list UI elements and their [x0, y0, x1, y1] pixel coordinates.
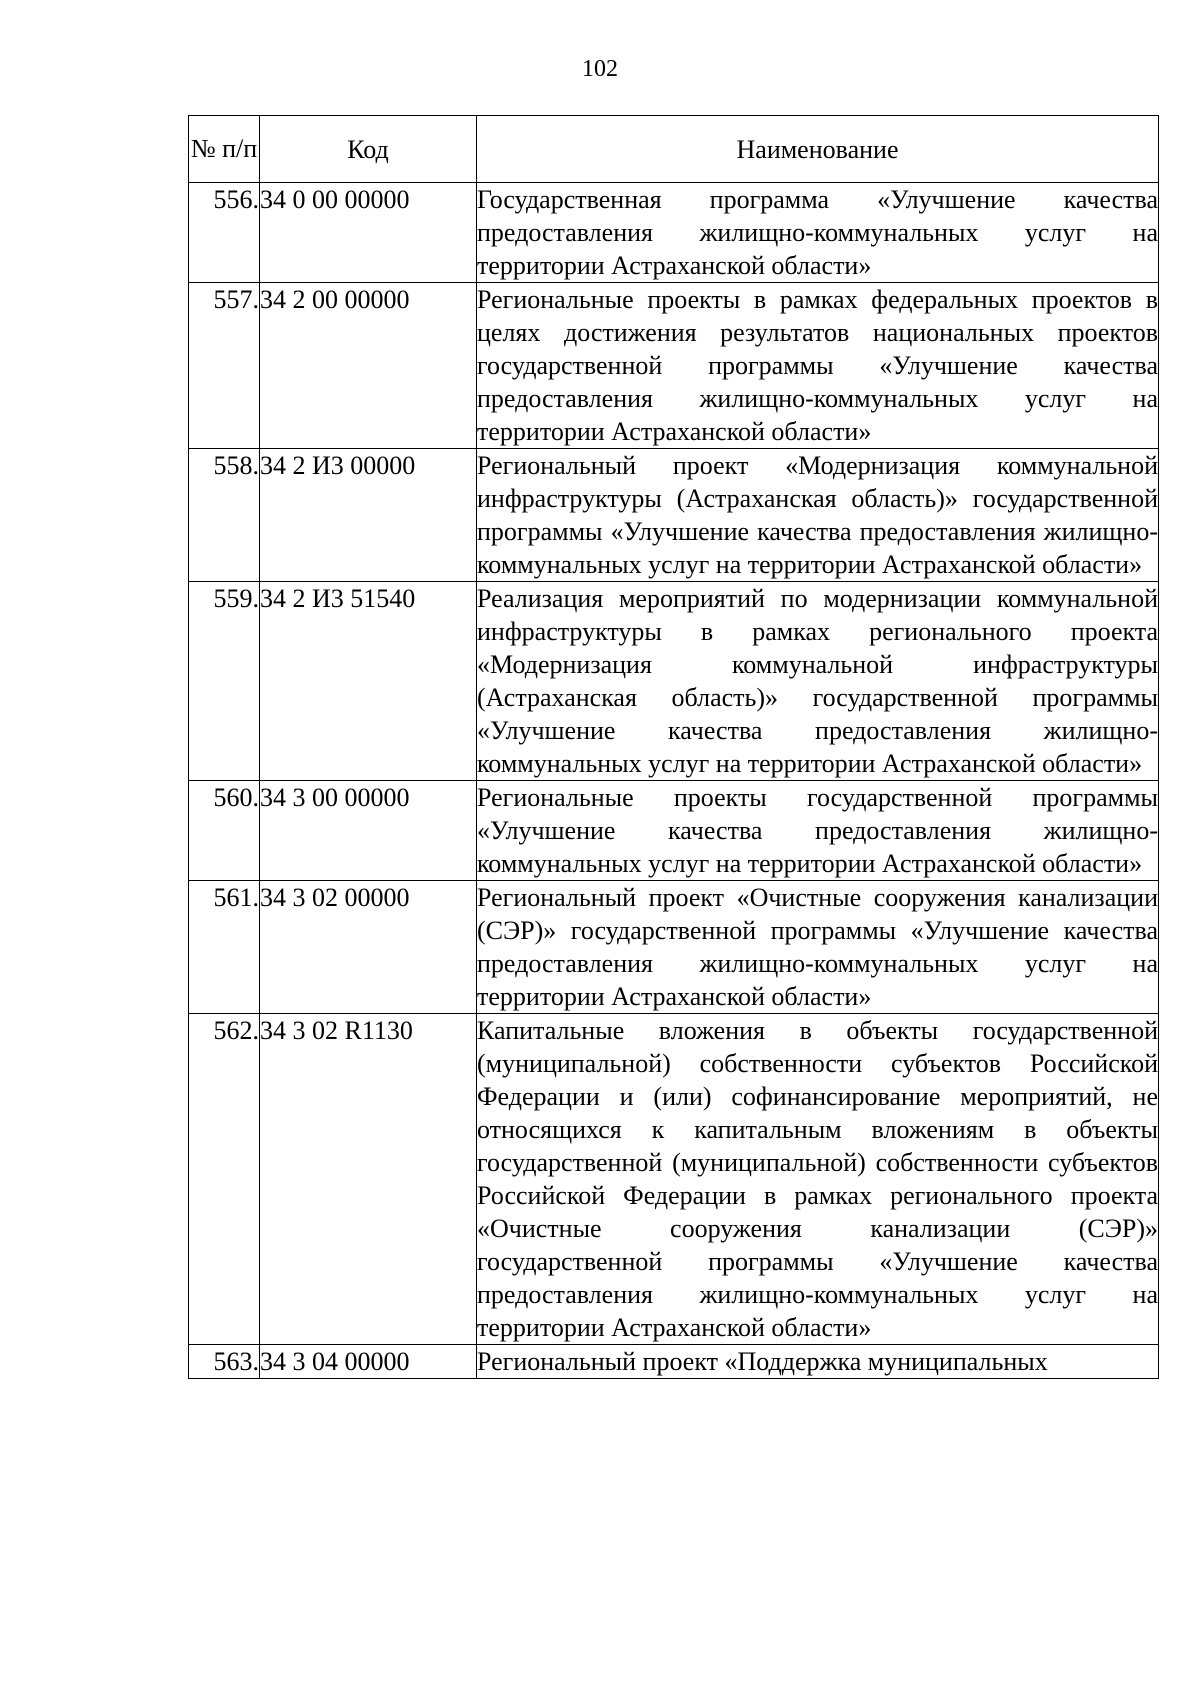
row-name: Региональный проект «Очистные сооружения канализации (СЭР)» государственной программы «Улучшение качества предоставления жилищно-коммунальных услуг на территории Астраханской области» — [477, 881, 1159, 1014]
table-row — [189, 449, 1159, 582]
table-body — [189, 183, 1159, 1379]
row-num: 561. — [189, 881, 260, 1014]
table-row — [189, 1014, 1159, 1345]
table-row — [189, 283, 1159, 449]
header-num: № п/п — [189, 116, 260, 183]
table-row — [189, 183, 1159, 283]
page-number: 102 — [582, 56, 618, 82]
row-code: 34 3 00 00000 — [260, 781, 477, 881]
row-num: 562. — [189, 1014, 260, 1345]
row-num: 559. — [189, 582, 260, 781]
row-code: 34 3 04 00000 — [260, 1345, 477, 1379]
row-code: 34 3 02 00000 — [260, 881, 477, 1014]
row-num: 557. — [189, 283, 260, 449]
row-name: Государственная программа «Улучшение качества предоставления жилищно-коммунальных услуг на территории Астраханской области» — [477, 183, 1159, 283]
row-name: Региональные проекты в рамках федеральных проектов в целях достижения результатов национальных проектов государственной программы «Улучшение качества предоставления жилищно-коммунальных услуг на территории Астраханской области» — [477, 283, 1159, 449]
budget-codes-table — [188, 115, 1159, 1379]
table-row — [189, 781, 1159, 881]
table-header-row — [189, 116, 1159, 183]
header-name: Наименование — [477, 116, 1159, 183]
row-name: Региональные проекты государственной программы «Улучшение качества предоставления жилищно-коммунальных услуг на территории Астраханской области» — [477, 781, 1159, 881]
row-code: 34 2 00 00000 — [260, 283, 477, 449]
row-num: 558. — [189, 449, 260, 582]
row-num: 556. — [189, 183, 260, 283]
row-name: Реализация мероприятий по модернизации коммунальной инфраструктуры в рамках регионального проекта «Модернизация коммунальной инфраструктуры (Астраханская область)» государственной программы «Улучшение качества предоставления жилищно-коммунальных услуг на территории Астраханской области» — [477, 582, 1159, 781]
table-row — [189, 582, 1159, 781]
row-num: 563. — [189, 1345, 260, 1379]
table-row — [189, 881, 1159, 1014]
row-code: 34 0 00 00000 — [260, 183, 477, 283]
row-num: 560. — [189, 781, 260, 881]
row-code: 34 3 02 R1130 — [260, 1014, 477, 1345]
table-header — [189, 116, 1159, 183]
row-name: Региональный проект «Модернизация коммунальной инфраструктуры (Астраханская область)» государственной программы «Улучшение качества предоставления жилищно-коммунальных услуг на территории Астраханской области» — [477, 449, 1159, 582]
row-name: Капитальные вложения в объекты государственной (муниципальной) собственности субъектов Российской Федерации и (или) софинансирование мероприятий, не относящихся к капитальным вложениям в объекты государственной (муниципальной) собственности субъектов Российской Федерации в рамках регионального проекта «Очистные сооружения канализации (СЭР)» государственной программы «Улучшение качества предоставления жилищно-коммунальных услуг на территории Астраханской области» — [477, 1014, 1159, 1345]
row-code: 34 2 И3 00000 — [260, 449, 477, 582]
row-code: 34 2 И3 51540 — [260, 582, 477, 781]
row-name: Региональный проект «Поддержка муниципальных — [477, 1345, 1159, 1379]
header-code: Код — [260, 116, 477, 183]
table-row — [189, 1345, 1159, 1379]
